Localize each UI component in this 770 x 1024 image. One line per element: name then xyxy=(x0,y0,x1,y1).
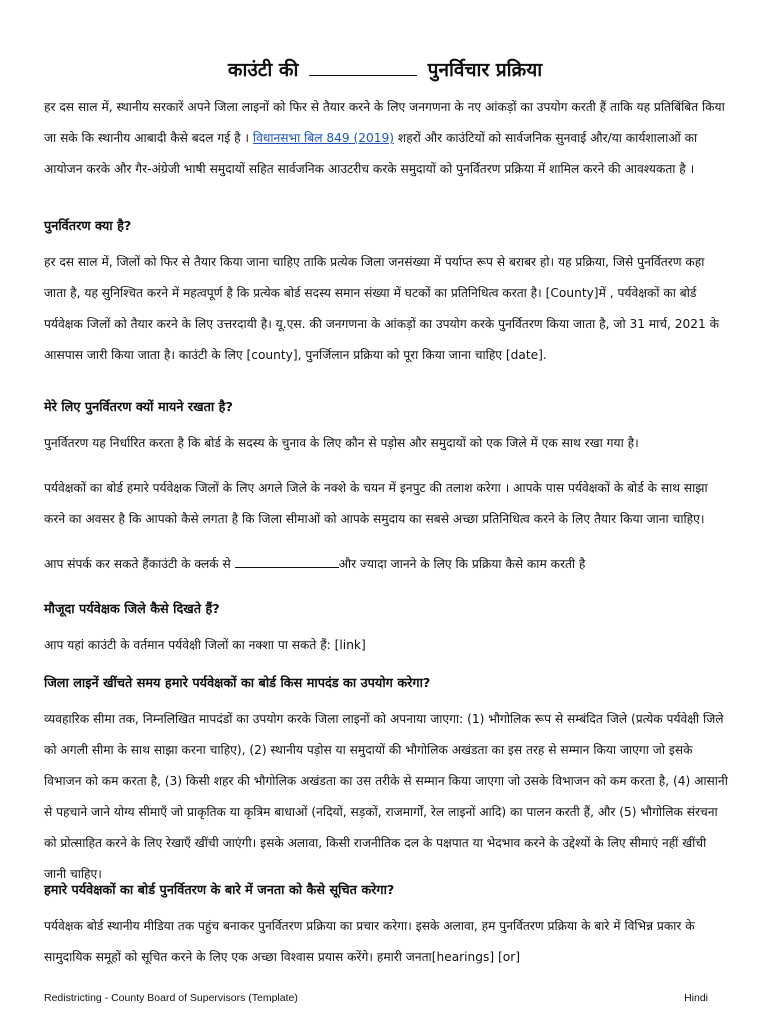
paragraph-inform: पर्यवेक्षक बोर्ड स्थानीय मीडिया तक पहुंच बनाकर पुनर्वितरण प्रक्रिया का प्रचार करेगा। इसके अलावा, हम पुनर्वितरण प्रक्रिया के बारे में विभिन्न प्रकार के सामुदायिक समूहों को सूचित करने के लिए एक अच्छा विश्वास प्रयास करेंगे। हमारी जनता[hearings] [or] xyxy=(44,919,695,964)
section-current xyxy=(44,598,728,675)
title-blank xyxy=(309,61,417,76)
heading-what: पुनर्वितरण क्या है? xyxy=(44,219,132,234)
contact-text-2: और ज्यादा जानने के लिए कि प्रक्रिया कैसे काम करती है xyxy=(338,557,586,571)
clerk-blank xyxy=(235,557,339,568)
footer-left: Redistricting - County Board of Supervisors (Template) xyxy=(44,992,298,1004)
paragraph-criteria: व्यवहारिक सीमा तक, निम्नलिखित मापदंडों का उपयोग करके जिला लाइनों को अपनाया जाएगा: (1) भौगोलिक रूप से सम्बंदित जिले (प्रत्येक पर्यवेक्षी जिले को अगली सीमा के साथ साझा करना चाहिए), (2) स्थानीय पड़ोस या समुदायों की भौगोलिक अखंडता का इस तरह से सम्मान किया जाएगा जो इसके विभाजन को कम करता है, (3) किसी शहर की भौगोलिक अखंडता का उस तरीके से सम्मान किया जाएगा जो उसके विभाजन को कम करता है, (4) आसानी से पहचाने जाने योग्य सीमाएँ जो प्राकृतिक या कृत्रिम बाधाओं (नदियों, सड़कों, राजमार्गों, रेल लाइनों आदि) का पालन करती हैं, और (5) भौगोलिक संरचना को प्रोत्साहित करने के लिए रेखाएँ खींची जाएंगी। इसके अलावा, किसी राजनीतिक दल के पक्षपात या भेदभाव करने के उद्देश्यों के लिए सीमाएं नहीं खींची जानी चाहिए। xyxy=(44,712,728,881)
intro-paragraph xyxy=(44,92,728,185)
section-why xyxy=(44,396,728,594)
section-inform xyxy=(44,879,728,987)
heading-why: मेरे लिए पुनर्वितरण क्यों मायने रखता है? xyxy=(44,400,233,415)
paragraph-what: हर दस साल में, जिलों को फिर से तैयार किया जाना चाहिए ताकि प्रत्येक जिला जनसंख्या में पर्याप्त रूप से बराबर हो। यह प्रक्रिया, जिसे पुनर्वितरण कहा जाता है, यह सुनिश्चित करने में महत्वपूर्ण है कि प्रत्येक बोर्ड सदस्य समान संख्या में घटकों का प्रतिनिधित्व करता है। [County]में , पर्यवेक्षकों का बोर्ड पर्यवेक्षक जिलों को तैयार करने के लिए उत्तरदायी है। यू.एस. की जनगणना के आंकड़ों का उपयोग करके पुनर्वितरण किया जाता है, जो 31 मार्च, 2021 के आसपास जारी किया जाता है। काउंटी के लिए [county], पुनर्जिलान प्रक्रिया को पूरा किया जाना चाहिए [date]. xyxy=(44,255,720,362)
page-footer xyxy=(44,992,728,1004)
heading-inform: हमारे पर्यवेक्षकों का बोर्ड पुनर्वितरण के बारे में जनता को कैसे सूचित करेगा? xyxy=(44,883,395,898)
heading-criteria: जिला लाइनें खींचते समय हमारे पर्यवेक्षकों का बोर्ड किस मापदंड का उपयोग करेगा? xyxy=(44,676,431,691)
title-prefix: काउंटी की xyxy=(227,59,299,81)
intro-block xyxy=(44,92,728,199)
paragraph-current: आप यहां काउंटी के वर्तमान पर्यवेक्षी जिलों का नक्शा पा सकते हैं: [link] xyxy=(44,638,366,652)
intro-text-2: शहरों और काउंटियों को सार्वजनिक सुनवाई और/या कार्यशालाओं का आयोजन करके और गैर-अंग्रेजी भाषी समुदायों सहित सार्वजनिक आउटरीच करके समुदायों को पुनर्वितरण प्रक्रिया में शामिल करने की आवश्यकता है । xyxy=(44,131,698,176)
section-criteria xyxy=(44,672,728,904)
section-what xyxy=(44,215,728,385)
bill-link[interactable]: विधानसभा बिल 849 (2019) xyxy=(252,131,395,145)
page-title xyxy=(0,56,770,82)
footer-language: Hindi xyxy=(684,992,708,1004)
paragraph-why-2: पर्यवेक्षकों का बोर्ड हमारे पर्यवेक्षक जिलों के लिए अगले जिले के नक्शे के चयन में इनपुट की तलाश करेगा । आपके पास पर्यवेक्षकों के बोर्ड के साथ साझा करने का अवसर है कि आपको कैसे लगता है कि जिला सीमाओं को आपके समुदाय का सबसे अच्छा प्रतिनिधित्व करने के लिए तैयार किया जाना चाहिए। xyxy=(44,481,708,526)
contact-text-1: आप संपर्क कर सकते हैंकाउंटी के क्लर्क से xyxy=(44,557,231,571)
paragraph-contact xyxy=(44,549,728,580)
paragraph-why-1: पुनर्वितरण यह निर्धारित करता है कि बोर्ड के सदस्य के चुनाव के लिए कौन से पड़ोस और समुदायों को एक जिले में एक साथ रखा गया है। xyxy=(44,436,639,450)
intro-text-1: हर दस साल में, स्थानीय सरकारें अपने जिला लाइनों को फिर से तैयार करने के लिए जनगणना के नए आंकड़ों का उपयोग करती हैं ताकि यह प्रतिबिंबित किया जा सके कि स्थानीय आबादी कैसे बदल गई है । xyxy=(44,100,725,145)
heading-current: मौजूदा पर्यवेक्षक जिले कैसे दिखते हैं? xyxy=(44,602,220,617)
title-suffix: पुनर्विचार प्रक्रिया xyxy=(427,59,543,81)
